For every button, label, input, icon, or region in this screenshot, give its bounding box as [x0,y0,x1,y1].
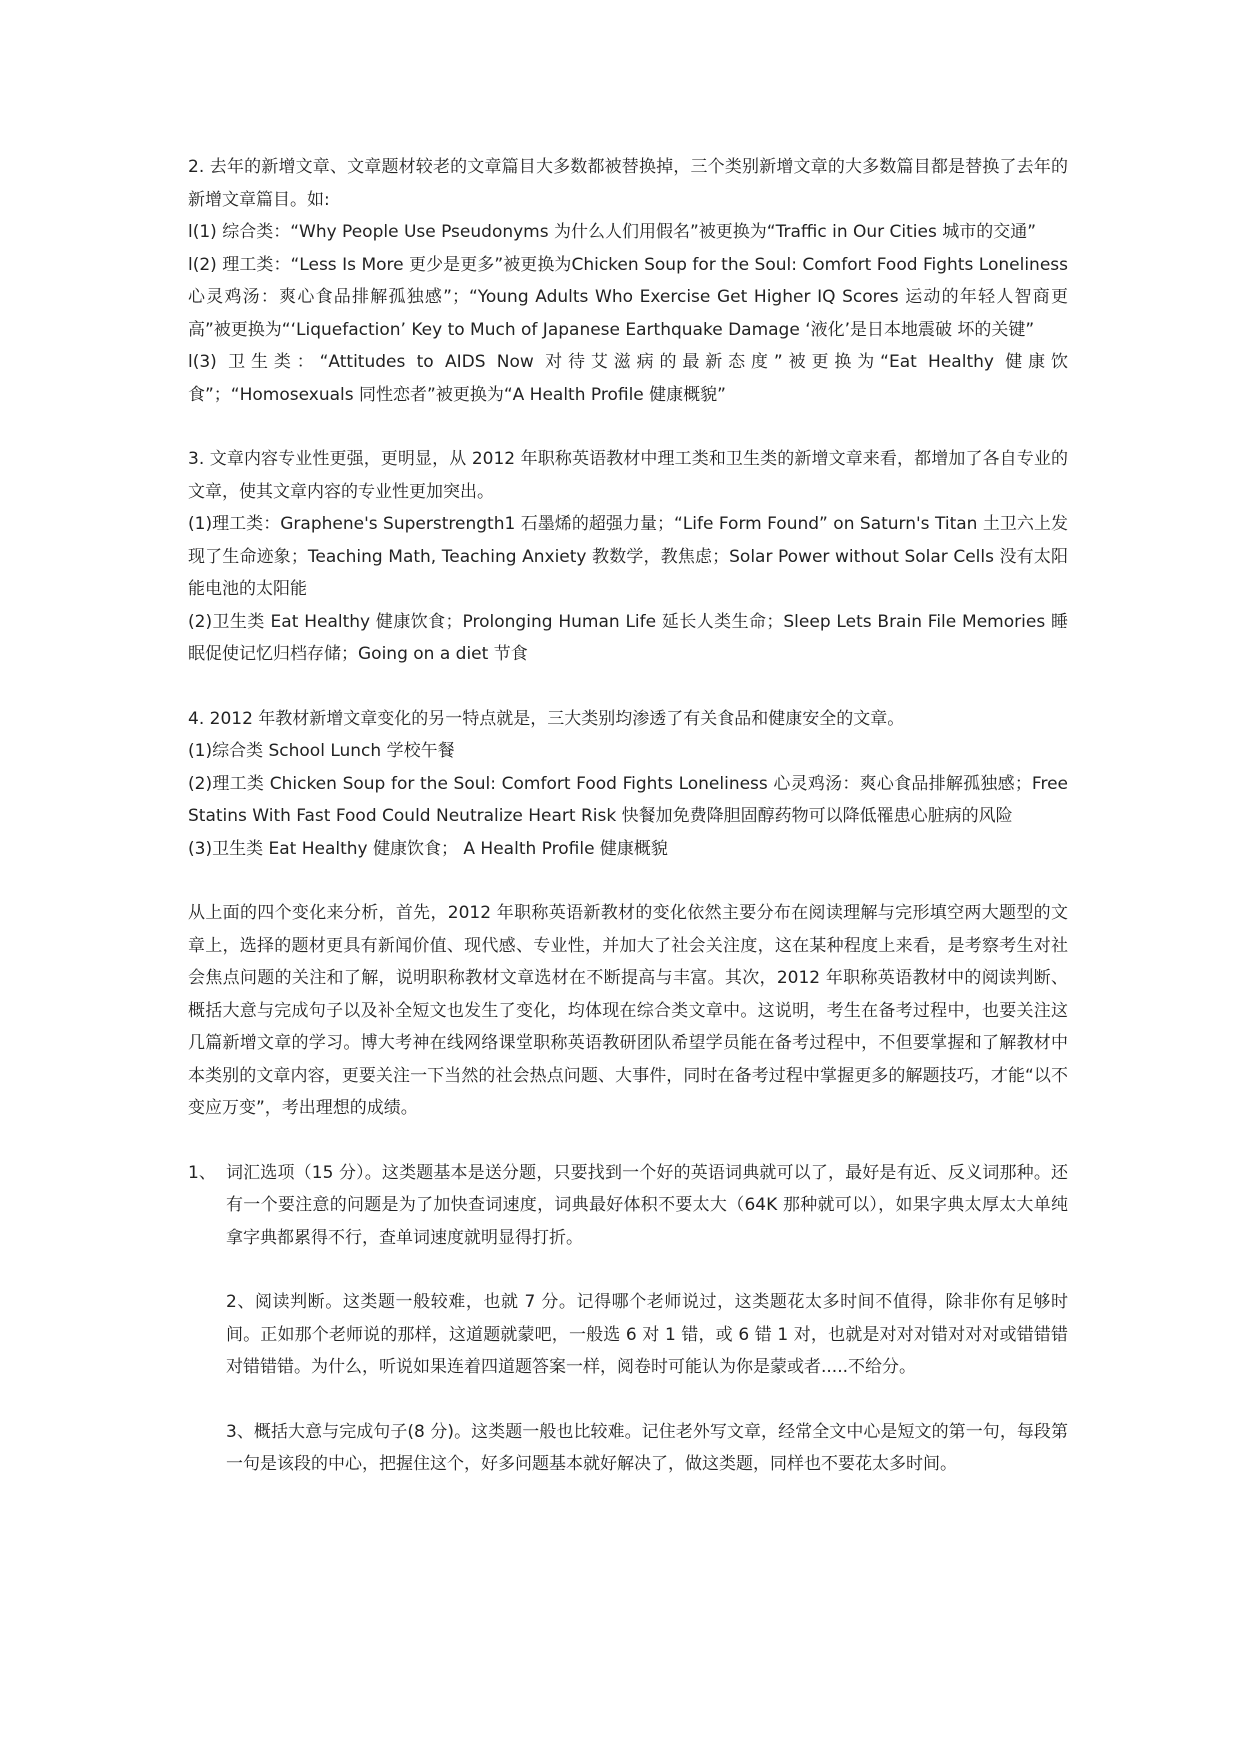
spacer [188,1384,1068,1416]
spacer [188,1125,1068,1157]
section-4-item-2: (2)理工类 Chicken Soup for the Soul: Comfort Food Fights Loneliness 心灵鸡汤：爽心食品排解孤独感；Free Statins With Fast Food Could Neutralize Heart Risk 快餐加免费降胆固醇药物可以降低罹患心脏病的风险 [188,773,1068,826]
spacer [188,1254,1068,1286]
document-body [188,151,1068,1481]
section-3-intro: 3. 文章内容专业性更强，更明显，从 2012 年职称英语教材中理工类和卫生类的新增文章来看，都增加了各自专业的文章，使其文章内容的专业性更加突出。 [188,449,1068,502]
spacer [188,411,1068,443]
tip-1-number: 1、 [188,1162,216,1183]
tip-1 [188,1157,1068,1255]
section-2-intro: 2. 去年的新增文章、文章题材较老的文章篇目大多数都被替换掉，三个类别新增文章的大多数篇目都是替换了去年的新增文章篇目。如: [188,157,1068,210]
section-3-item-1: (1)理工类：Graphene's Superstrength1 石墨烯的超强力量；“Life Form Found” on Saturn's Titan 土卫六上发现了生命迹象；Teaching Math, Teaching Anxiety 教数学，教焦虑；Solar Power without Solar Cells 没有太阳能电池的太阳能 [188,514,1068,599]
tip-2: 2、阅读判断。这类题一般较难，也就 7 分。记得哪个老师说过，这类题花太多时间不值得，除非你有足够时间。正如那个老师说的那样，这道题就蒙吧，一般选 6 对 1 错，或 6 错 1 对，也就是对对对错对对对或错错错对错错错。为什么，听说如果连着四道题答案一样，阅卷时可能认为你是蒙或者.....不给分。 [226,1292,1068,1377]
analysis-paragraph: 从上面的四个变化来分析，首先，2012 年职称英语新教材的变化依然主要分布在阅读理解与完形填空两大题型的文章上，选择的题材更具有新闻价值、现代感、专业性，并加大了社会关注度，这在某种程度上来看，是考察考生对社会焦点问题的关注和了解，说明职称教材文章选材在不断提高与丰富。其次，2012 年职称英语教材中的阅读判断、概括大意与完成句子以及补全短文也发生了变化，均体现在综合类文章中。这说明，考生在备考过程中，也要关注这几篇新增文章的学习。博大考神在线网络课堂职称英语教研团队希望学员能在备考过程中，不但要掌握和了解教材中本类别的文章内容，更要关注一下当然的社会热点问题、大事件，同时在备考过程中掌握更多的解题技巧，才能“以不变应万变”，考出理想的成绩。 [188,903,1068,1118]
section-4-intro: 4. 2012 年教材新增文章变化的另一特点就是，三大类别均渗透了有关食品和健康安全的文章。 [188,708,905,729]
spacer [188,671,1068,703]
section-3-item-2: (2)卫生类 Eat Healthy 健康饮食；Prolonging Human Life 延长人类生命；Sleep Lets Brain File Memories 睡眠促使记忆归档存储；Going on a diet 节食 [188,611,1068,664]
spacer [188,865,1068,897]
tip-3: 3、概括大意与完成句子(8 分)。这类题一般也比较难。记住老外写文章，经常全文中心是短文的第一句，每段第一句是该段的中心，把握住这个，好多问题基本就好解决了，做这类题，同样也不要花太多时间。 [226,1421,1068,1474]
section-2-item-3: l(3) 卫生类：“Attitudes to AIDS Now 对待艾滋病的最新态度”被更换为“Eat Healthy 健康饮食”；“Homosexuals 同性恋者”被更换为“A Health Profile 健康概貌” [188,352,1068,405]
section-2-item-2: l(2) 理工类：“Less Is More 更少是更多”被更换为Chicken Soup for the Soul: Comfort Food Fights Loneliness 心灵鸡汤：爽心食品排解孤独感”；“Young Adults Who Exercise Get Higher IQ Scores 运动的年轻人智商更高”被更换为“‘Liquefaction’ Key to Much of Japanese Earthquake Damage ‘液化’是日本地震破 坏的关键” [188,254,1068,340]
section-4-item-3: (3)卫生类 Eat Healthy 健康饮食； A Health Profile 健康概貌 [188,838,668,859]
section-2-item-1: l(1) 综合类：“Why People Use Pseudonyms 为什么人们用假名”被更换为“Traffic in Our Cities 城市的交通” [188,222,1037,242]
tip-1-text: 词汇选项（15 分）。这类题基本是送分题，只要找到一个好的英语词典就可以了，最好是有近、反义词那种。还有一个要注意的问题是为了加快查词速度，词典最好体积不要太大（64K 那种就可以），如果字典太厚太大单纯拿字典都累得不行，查单词速度就明显得打折。 [226,1162,1068,1248]
section-4-item-1: (1)综合类 School Lunch 学校午餐 [188,741,455,761]
